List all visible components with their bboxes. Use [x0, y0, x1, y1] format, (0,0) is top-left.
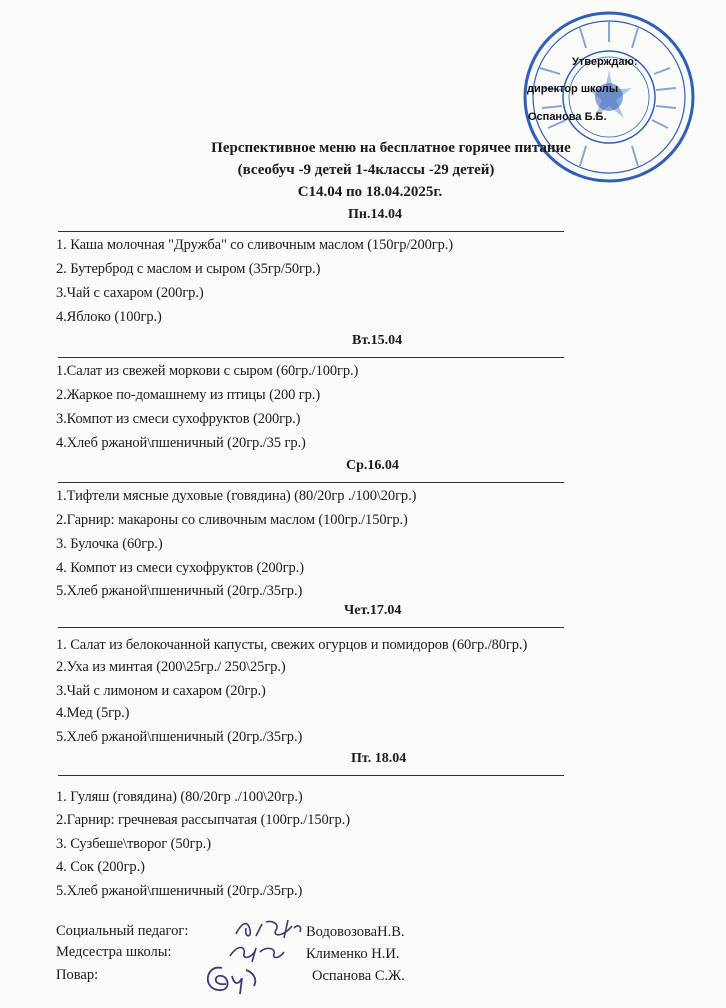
document-subtitle: (всеобуч -9 детей 1-4классы -29 детей): [237, 162, 495, 178]
menu-item: 3.Чай с лимоном и сахаром (20гр.): [56, 683, 266, 699]
approval-name: Оспанова Б.Б.: [528, 111, 607, 123]
signature-name: ВодовозоваН.В.: [306, 924, 405, 940]
menu-item: 4. Компот из смеси сухофруктов (200гр.): [56, 560, 304, 576]
menu-item: 2.Гарнир: гречневая рассыпчатая (100гр./150гр.): [56, 812, 350, 828]
day-heading: Чет.17.04: [344, 603, 402, 618]
menu-item: 5.Хлеб ржаной\пшеничный (20гр./35гр.): [56, 729, 303, 745]
menu-item: 1. Гуляш (говядина) (80/20гр ./100\20гр.): [56, 789, 303, 805]
divider: [58, 775, 564, 776]
approval-label: Утверждаю:: [572, 56, 638, 68]
handwritten-signature-icon: [200, 958, 264, 998]
menu-item: 1.Салат из свежей моркови с сыром (60гр./100гр.): [56, 363, 359, 379]
handwritten-signature-icon: [232, 916, 304, 942]
day-heading: Вт.15.04: [352, 333, 403, 348]
official-stamp: [520, 8, 698, 186]
menu-item: 5.Хлеб ржаной\пшеничный (20гр./35гр.): [56, 583, 303, 599]
menu-item: 5.Хлеб ржаной\пшеничный (20гр./35гр.): [56, 883, 303, 899]
menu-item: 1. Каша молочная "Дружба" со сливочным маслом (150гр/200гр.): [56, 237, 454, 253]
signature-name: Клименко Н.И.: [306, 946, 400, 962]
day-heading: Ср.16.04: [346, 458, 399, 473]
divider: [58, 482, 564, 483]
menu-item: 1.Тифтели мясные духовые (говядина) (80/20гр ./100\20гр.): [56, 488, 417, 504]
menu-item: 4.Хлеб ржаной\пшеничный (20гр./35 гр.): [56, 435, 306, 451]
signature-role: Повар:: [56, 967, 99, 983]
menu-item: 2. Бутерброд с маслом и сыром (35гр/50гр.): [56, 261, 321, 277]
divider: [58, 357, 564, 358]
signature-role: Медсестра школы:: [56, 944, 172, 960]
menu-item: 4. Сок (200гр.): [56, 859, 145, 875]
signature-role: Социальный педагог:: [56, 923, 189, 939]
menu-item: 2.Жаркое по-домашнему из птицы (200 гр.): [56, 387, 321, 403]
menu-item: 3.Компот из смеси сухофруктов (200гр.): [56, 411, 301, 427]
date-range: С14.04 по 18.04.2025г.: [297, 184, 443, 200]
divider: [58, 231, 564, 232]
menu-item: 3. Сузбеше\творог (50гр.): [56, 836, 211, 852]
divider: [58, 627, 564, 628]
menu-item: 2.Уха из минтая (200\25гр./ 250\25гр.): [56, 659, 286, 675]
day-heading: Пн.14.04: [348, 207, 402, 222]
signature-name: Оспанова С.Ж.: [312, 968, 405, 984]
menu-item: 4.Яблоко (100гр.): [56, 309, 162, 325]
document-title: Перспективное меню на бесплатное горячее питание: [211, 140, 571, 156]
menu-item: 1. Салат из белокочанной капусты, свежих огурцов и помидоров (60гр./80гр.): [56, 637, 528, 653]
menu-item: 4.Мед (5гр.): [56, 705, 130, 721]
menu-item: 3.Чай с сахаром (200гр.): [56, 285, 204, 301]
menu-item: 2.Гарнир: макароны со сливочным маслом (100гр./150гр.): [56, 512, 408, 528]
approval-position: директор школы: [527, 83, 619, 95]
day-heading: Пт. 18.04: [351, 751, 407, 766]
menu-item: 3. Булочка (60гр.): [56, 536, 163, 552]
